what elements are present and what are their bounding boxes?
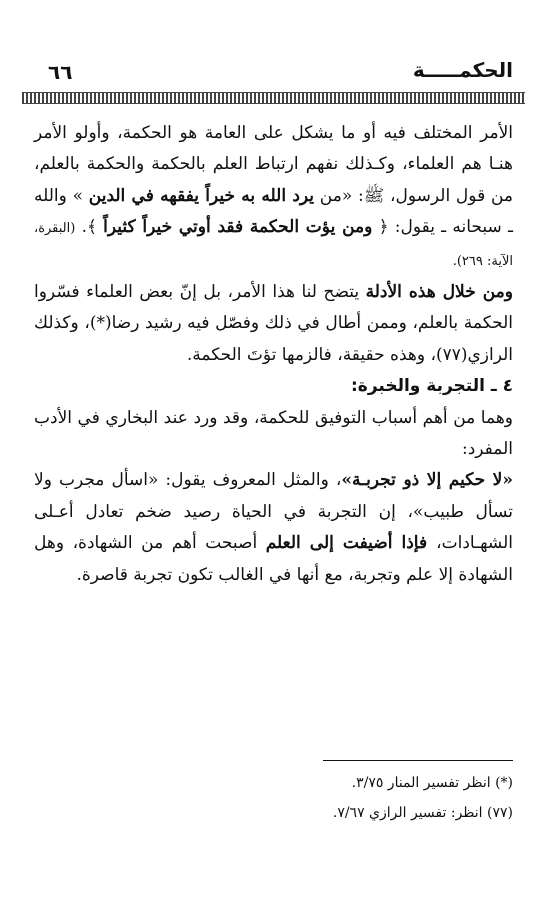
- paragraph-2: [34, 277, 513, 371]
- footnotes: [34, 768, 513, 828]
- proverb-quote: «لا حكيم إلا ذو تجربـة»: [341, 470, 513, 491]
- footnote-2: (٧٧) انظر: تفسير الرازي ٧/٦٧.: [332, 805, 513, 821]
- paragraph-1-end: ﴾.: [81, 217, 97, 238]
- section-heading: ٤ ـ التجربة والخبرة:: [350, 376, 513, 397]
- page-number: ٦٦: [48, 60, 73, 84]
- footnote-1: (*) انظر تفسير المنار ٣/٧٥.: [351, 775, 513, 791]
- hadith-quote: يرد الله به خيراً يفقهه في الدين: [88, 185, 315, 206]
- paragraph-4-bold: فإذا أضيفت إلى العلم: [265, 533, 437, 554]
- paragraph-4-end: أصبحت أهم من الشهادة، وهل الشهادة إلا علم وتجربة، مع أنها في الغالب تكون تجربة قاصرة.: [34, 533, 513, 585]
- footnote-rule: [323, 760, 513, 761]
- paragraph-1-mid: » والله ـ سبحانه ـ يقول: ﴿: [34, 185, 513, 238]
- paragraph-4-text: ، والمثل المعروف يقول: «اسأل مجرب ولا تسأل طبيب»، إن التجربة في الحياة رصيد ضخم تعادل أعـلى الشهـادات،: [34, 470, 513, 554]
- paragraph-3: وهما من أهم أسباب التوفيق للحكمة، وقد ورد عند البخاري في الأدب المفرد:: [34, 407, 513, 460]
- verse-reference: (البقرة، الآية: ٢٦٩).: [34, 221, 513, 269]
- header-rule: [22, 92, 525, 104]
- paragraph-1: [34, 118, 513, 277]
- running-title: الحكمـــــة: [412, 58, 513, 82]
- page-header: [22, 58, 525, 88]
- paragraph-4: [34, 465, 513, 591]
- main-text: [34, 118, 513, 591]
- paragraph-1-intro: الأمر المختلف فيه أو ما يشكل على العامة هو الحكمة، وأولو الأمر هنـا هم العلماء، وكـذلك نفهم ارتباط العلم بالحكمة والحكمة بالعلم، من قول الرسول، ﷺ: «من: [34, 123, 514, 206]
- paragraph-2-lead: ومن خلال هذه الأدلة: [365, 282, 513, 303]
- quran-verse: ومن يؤت الحكمة فقد أوتي خيراً كثيراً: [103, 217, 373, 238]
- paragraph-2-text: يتضح لنا هذا الأمر، بل إنّ بعض العلماء فسّروا الحكمة بالعلم، وممن أطال في ذلك وفصّل فيه رشيد رضا(*)، وكذلك الرازي(٧٧)، وهذه حقيقة، فالزمها تؤتَ الحكمة.: [34, 282, 513, 365]
